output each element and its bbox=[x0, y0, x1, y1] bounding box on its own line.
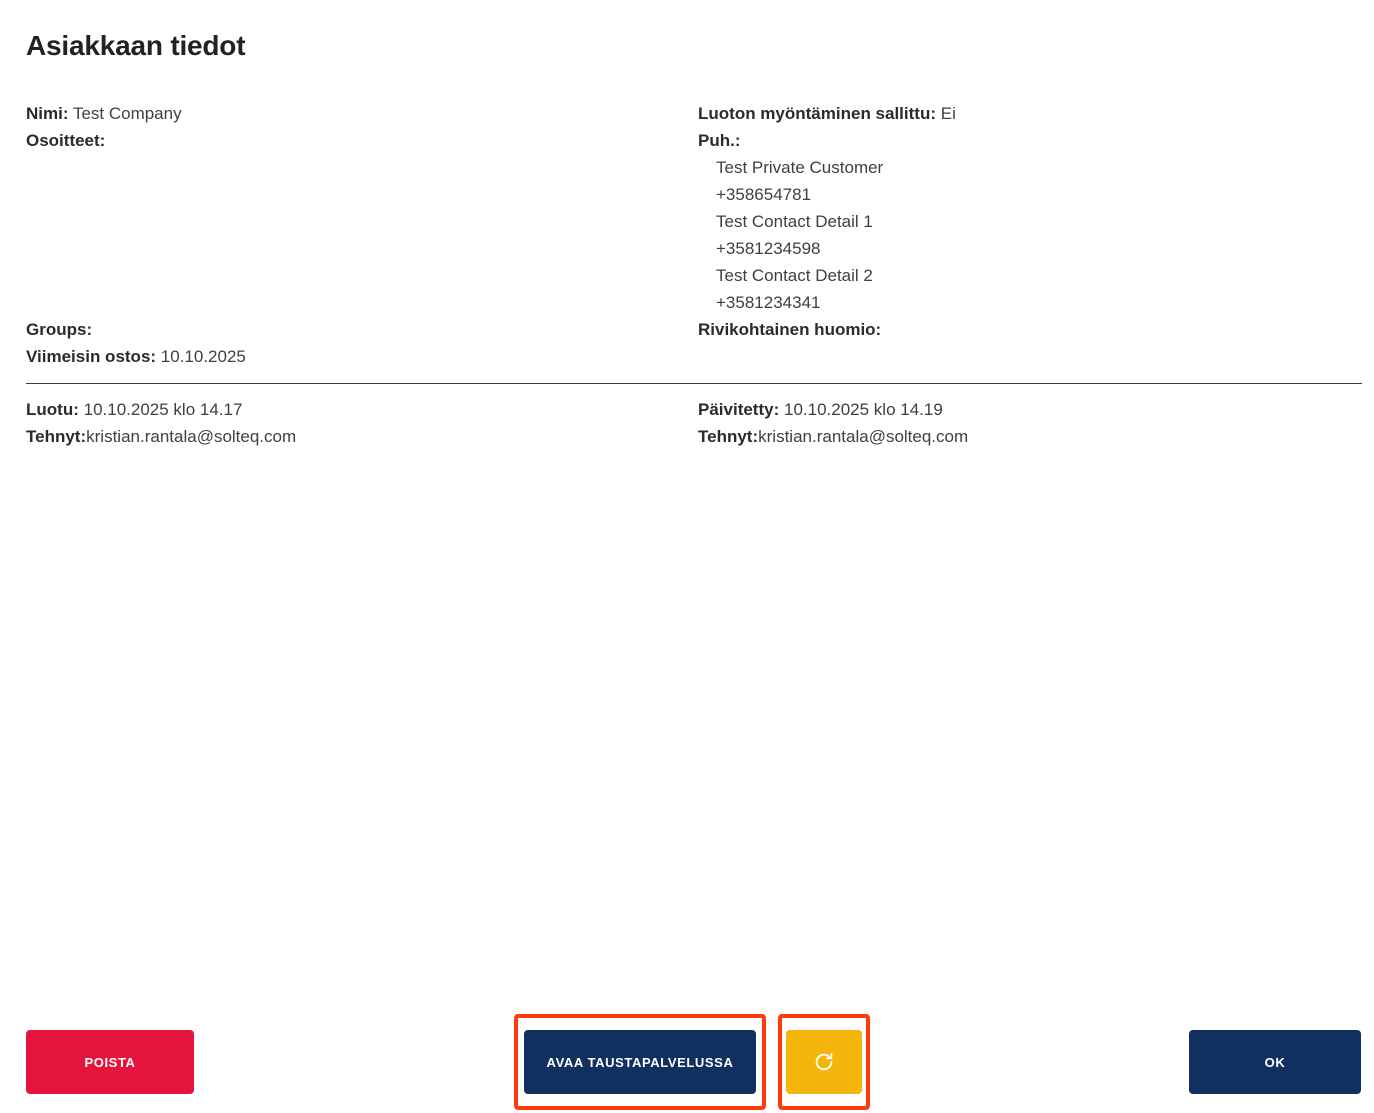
phone-label: Puh.: bbox=[698, 131, 741, 150]
credit-allowed-row: Luoton myöntäminen sallittu: Ei bbox=[698, 104, 956, 123]
last-purchase-row bbox=[26, 343, 694, 370]
updated-by-row: Tehnyt:kristian.rantala@solteq.com bbox=[698, 427, 969, 446]
list-item: +358654781 bbox=[716, 185, 812, 204]
list-item: Test Private Customer bbox=[716, 158, 884, 177]
audit-info bbox=[26, 396, 1362, 450]
page-title: Asiakkaan tiedot bbox=[26, 30, 246, 61]
updated-value: 10.10.2025 klo 14.19 bbox=[784, 400, 943, 419]
phone-row bbox=[698, 127, 1362, 154]
open-in-backend-button[interactable]: AVAA TAUSTAPALVELUSSA bbox=[524, 1030, 756, 1094]
updated-by-value: kristian.rantala@solteq.com bbox=[758, 427, 969, 446]
row-note-label: Rivikohtainen huomio: bbox=[698, 320, 882, 339]
created-by-label: Tehnyt bbox=[26, 427, 81, 446]
audit-created-column bbox=[26, 396, 694, 450]
created-value: 10.10.2025 klo 14.17 bbox=[83, 400, 243, 419]
list-item: Test Contact Detail 1 bbox=[716, 212, 873, 231]
created-by-value: kristian.rantala@solteq.com bbox=[86, 427, 297, 446]
refresh-icon bbox=[813, 1051, 835, 1073]
refresh-button[interactable] bbox=[786, 1030, 862, 1094]
last-purchase-value: 10.10.2025 bbox=[160, 347, 246, 366]
details-right-column bbox=[694, 100, 1362, 370]
section-divider bbox=[26, 383, 1362, 384]
ok-button[interactable]: OK bbox=[1189, 1030, 1361, 1094]
row-note-row bbox=[698, 316, 1362, 343]
list-item: +3581234598 bbox=[716, 239, 821, 258]
updated-by-label: Tehnyt bbox=[698, 427, 753, 446]
created-label: Luotu bbox=[26, 400, 74, 419]
name-value: Test Company bbox=[72, 104, 182, 123]
addresses-label: Osoitteet: bbox=[26, 131, 106, 150]
addresses-row bbox=[26, 127, 694, 154]
credit-allowed-value: Ei bbox=[940, 104, 956, 123]
credit-allowed-label: Luoton myöntäminen sallittu bbox=[698, 104, 931, 123]
list-item: +3581234341 bbox=[716, 293, 821, 312]
addresses-empty-space bbox=[26, 154, 694, 316]
audit-updated-column bbox=[694, 396, 1362, 450]
created-row: Luotu: 10.10.2025 klo 14.17 bbox=[26, 400, 243, 419]
updated-label: Päivitetty bbox=[698, 400, 774, 419]
groups-label: Groups: bbox=[26, 320, 93, 339]
delete-button[interactable]: POISTA bbox=[26, 1030, 194, 1094]
details-left-column bbox=[26, 100, 694, 370]
groups-row bbox=[26, 316, 694, 343]
created-by-row: Tehnyt:kristian.rantala@solteq.com bbox=[26, 427, 297, 446]
name-label: Nimi bbox=[26, 104, 63, 123]
name-row: Nimi: Test Company bbox=[26, 104, 182, 123]
contact-list bbox=[698, 154, 1362, 316]
updated-row: Päivitetty: 10.10.2025 klo 14.19 bbox=[698, 400, 943, 419]
list-item: Test Contact Detail 2 bbox=[716, 266, 873, 285]
last-purchase-label: Viimeisin ostos: bbox=[26, 347, 157, 366]
details-columns bbox=[26, 100, 1362, 370]
